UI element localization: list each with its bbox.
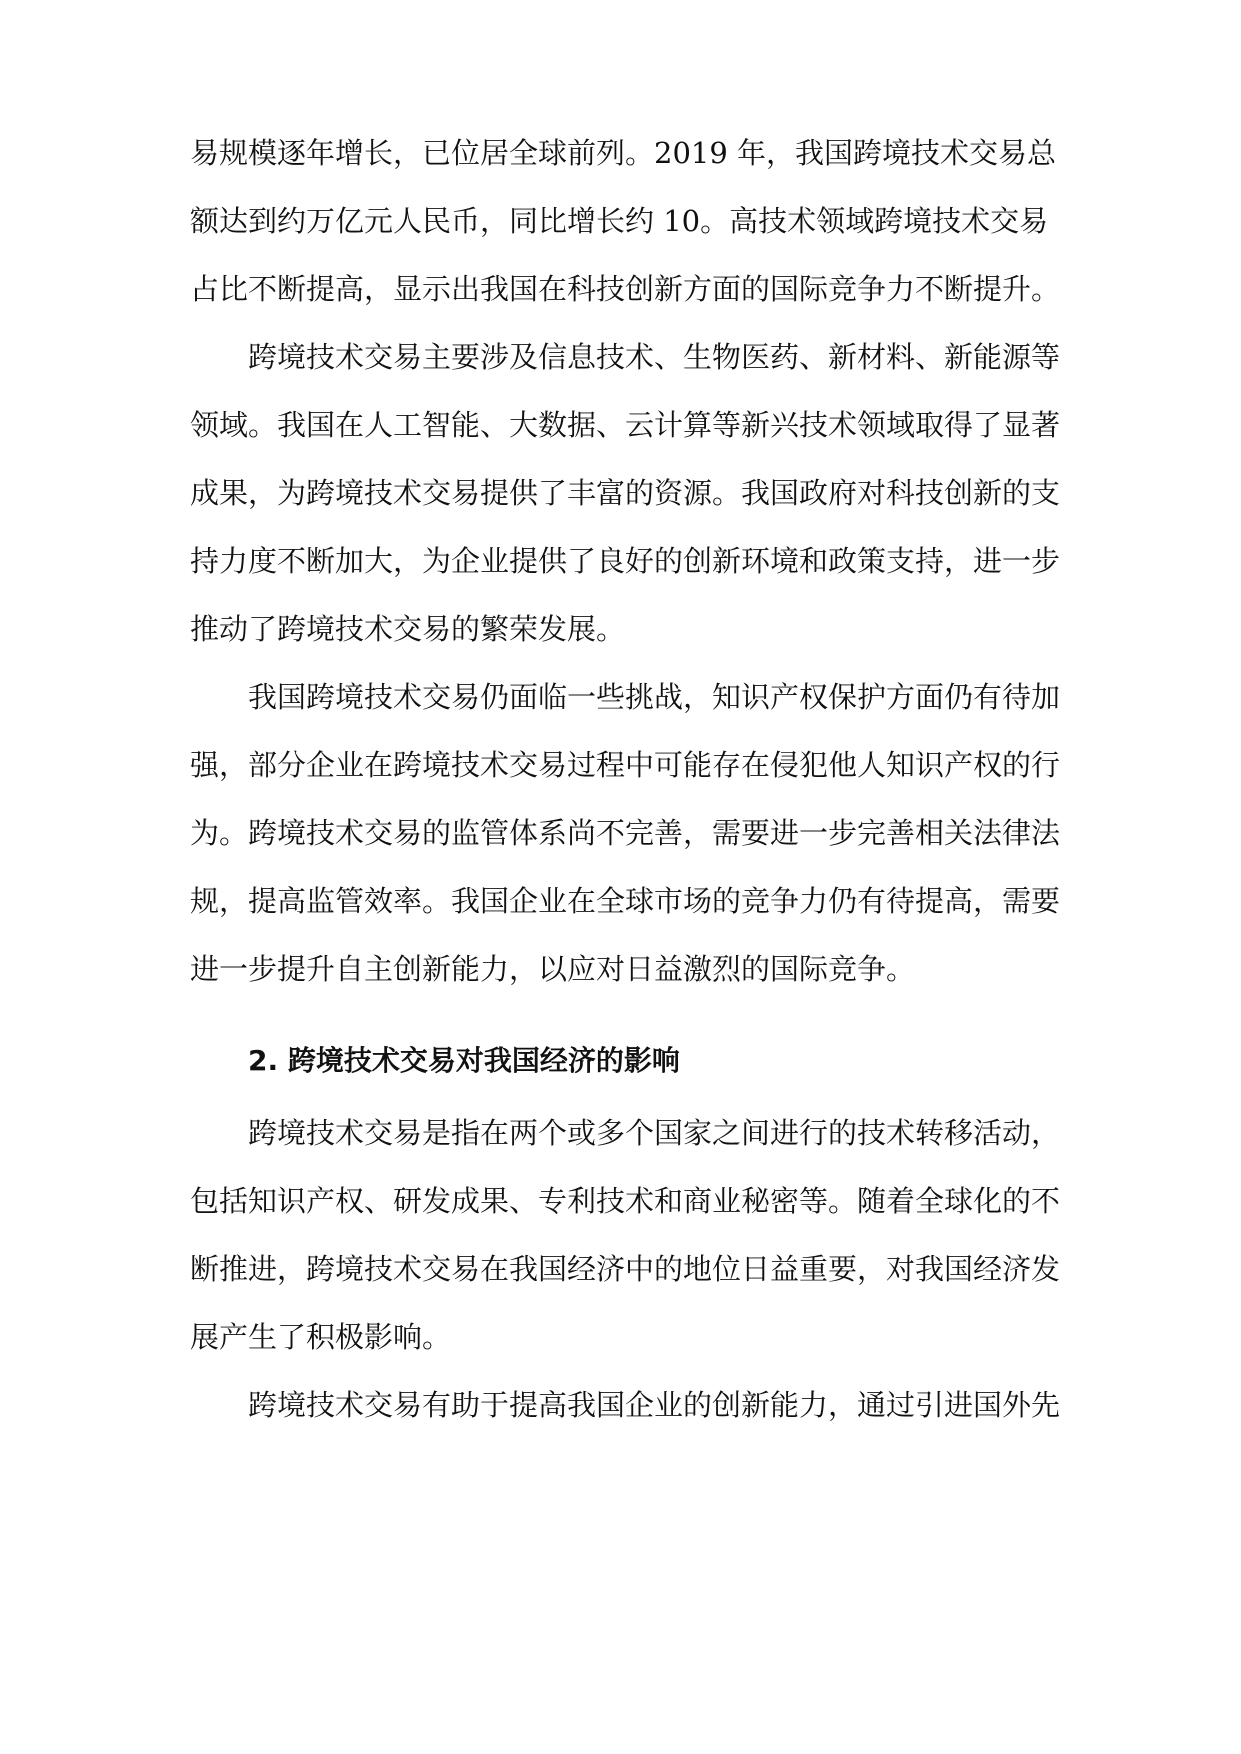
paragraph-3-line-1: 我国跨境技术交易仍面临一些挑战，知识产权保护方面仍有待加 xyxy=(248,680,1061,714)
paragraph-1-line-1: 易规模逐年增长，已位居全球前列。2019 年，我国跨境技术交易总 xyxy=(190,136,1057,170)
paragraph-3-line-2: 强，部分企业在跨境技术交易过程中可能存在侵犯他人知识产权的行 xyxy=(190,748,1061,782)
paragraph-3-line-4: 规，提高监管效率。我国企业在全球市场的竞争力仍有待提高，需要 xyxy=(190,884,1061,918)
section-heading: 2. 跨境技术交易对我国经济的影响 xyxy=(248,1044,680,1077)
paragraph-1-line-2: 额达到约万亿元人民币，同比增长约 10。高技术领域跨境技术交易 xyxy=(190,204,1049,238)
paragraph-4-line-2: 包括知识产权、研发成果、专利技术和商业秘密等。随着全球化的不 xyxy=(190,1184,1061,1218)
paragraph-4-line-4: 展产生了积极影响。 xyxy=(190,1320,452,1354)
paragraph-3-line-3: 为。跨境技术交易的监管体系尚不完善，需要进一步完善相关法律法 xyxy=(190,816,1061,850)
paragraph-3-line-5: 进一步提升自主创新能力，以应对日益激烈的国际竞争。 xyxy=(190,952,916,986)
paragraph-2-line-4: 持力度不断加大，为企业提供了良好的创新环境和政策支持，进一步 xyxy=(190,544,1061,578)
paragraph-2-line-1: 跨境技术交易主要涉及信息技术、生物医药、新材料、新能源等 xyxy=(248,340,1061,374)
paragraph-2-line-3: 成果，为跨境技术交易提供了丰富的资源。我国政府对科技创新的支 xyxy=(190,476,1061,510)
paragraph-5-line-1: 跨境技术交易有助于提高我国企业的创新能力，通过引进国外先 xyxy=(248,1388,1061,1422)
paragraph-4-line-1: 跨境技术交易是指在两个或多个国家之间进行的技术转移活动， xyxy=(248,1116,1061,1150)
paragraph-2-line-2: 领域。我国在人工智能、大数据、云计算等新兴技术领域取得了显著 xyxy=(190,408,1061,442)
paragraph-1-line-3: 占比不断提高，显示出我国在科技创新方面的国际竞争力不断提升。 xyxy=(190,272,1061,306)
paragraph-4-line-3: 断推进，跨境技术交易在我国经济中的地位日益重要，对我国经济发 xyxy=(190,1252,1061,1286)
paragraph-2-line-5: 推动了跨境技术交易的繁荣发展。 xyxy=(190,612,626,646)
